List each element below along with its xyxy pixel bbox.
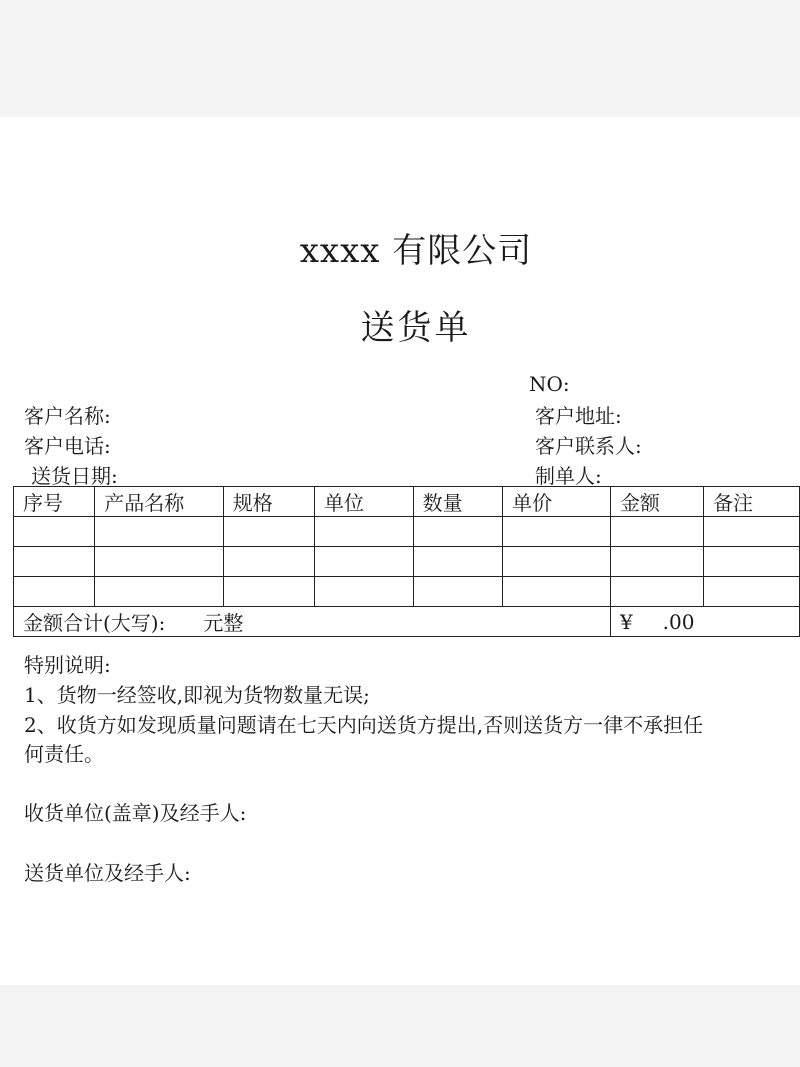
table-cell — [503, 517, 611, 547]
total-amount-cell — [610, 607, 799, 637]
table-cell — [610, 517, 703, 547]
table-cell — [413, 577, 502, 607]
company-name: xxxx 有限公司 — [299, 231, 533, 271]
receiver-signature-label: 收货单位(盖章)及经手人: — [24, 801, 247, 825]
table-cell — [610, 547, 703, 577]
prepared-by-label: 制单人: — [535, 464, 602, 488]
table-cell — [503, 577, 611, 607]
table-cell — [503, 547, 611, 577]
table-cell — [95, 547, 224, 577]
customer-address-label: 客户地址: — [535, 404, 622, 428]
table-cell — [413, 517, 502, 547]
table-cell — [95, 517, 224, 547]
column-header: 产品名称 — [95, 487, 224, 517]
table-row — [14, 547, 800, 577]
table-cell — [14, 577, 95, 607]
column-header: 序号 — [14, 487, 95, 517]
note-item-1: 1、货物一经签收,即视为货物数量无误; — [24, 683, 370, 707]
table-header-row — [14, 487, 800, 517]
total-amount-value: .00 — [662, 609, 695, 634]
delivery-date-label: 送货日期: — [31, 464, 118, 488]
table-cell — [14, 547, 95, 577]
table-cell — [223, 547, 314, 577]
table-total-row — [14, 607, 800, 637]
viewer-bottom-margin — [0, 985, 800, 1067]
column-header: 规格 — [223, 487, 314, 517]
total-in-words-label: 金额合计(大写): — [23, 611, 166, 635]
table-row — [14, 517, 800, 547]
table-row — [14, 577, 800, 607]
table-cell — [704, 517, 800, 547]
customer-contact-label: 客户联系人: — [535, 434, 642, 458]
column-header: 单价 — [503, 487, 611, 517]
table-cell — [223, 577, 314, 607]
note-item-2-line-2: 何责任。 — [24, 742, 104, 766]
table-cell — [14, 517, 95, 547]
table-cell — [95, 577, 224, 607]
table-cell — [315, 517, 414, 547]
table-cell — [413, 547, 502, 577]
customer-phone-label: 客户电话: — [24, 434, 111, 458]
column-header: 金额 — [610, 487, 703, 517]
table-cell — [315, 547, 414, 577]
table-cell — [223, 517, 314, 547]
document-title: 送货单 — [360, 308, 472, 348]
document-page — [0, 117, 800, 985]
viewer-top-margin — [0, 0, 800, 117]
column-header: 单位 — [315, 487, 414, 517]
delivery-items-table — [13, 486, 800, 637]
column-header: 数量 — [413, 487, 502, 517]
total-in-words-cell — [14, 607, 611, 637]
customer-name-label: 客户名称: — [24, 404, 111, 428]
table-cell — [704, 547, 800, 577]
sender-signature-label: 送货单位及经手人: — [24, 861, 191, 885]
total-unit-label: 元整 — [203, 611, 244, 635]
document-number-label: NO: — [529, 372, 570, 396]
currency-symbol: ¥ — [619, 609, 633, 634]
column-header: 备注 — [704, 487, 800, 517]
note-item-2-line-1: 2、收货方如发现质量问题请在七天内向送货方提出,否则送货方一律不承担任 — [24, 713, 704, 737]
table-cell — [315, 577, 414, 607]
notes-heading: 特别说明: — [24, 653, 111, 677]
table-cell — [704, 577, 800, 607]
table-cell — [610, 577, 703, 607]
